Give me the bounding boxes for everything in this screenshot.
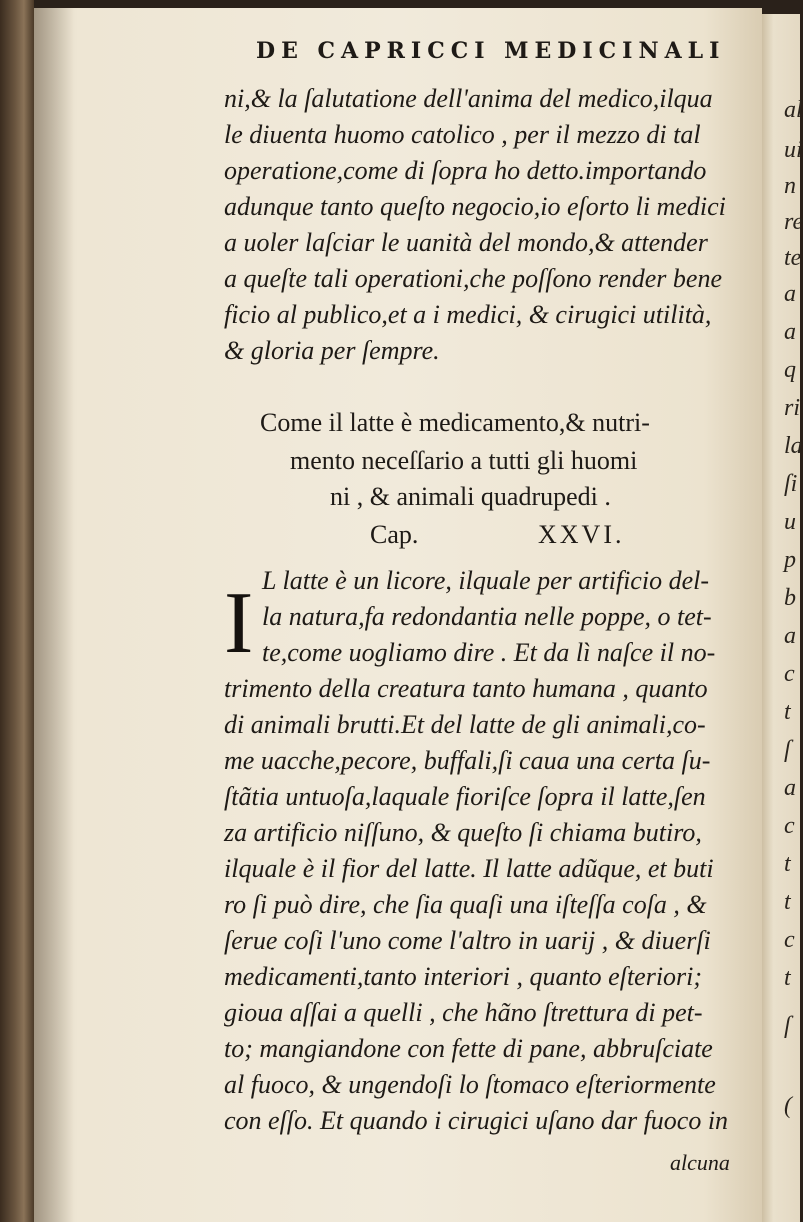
chapter-title-line: mento neceſſario a tutti gli huomi [290,446,638,475]
text-line: trimento della creatura tanto humana , quanto [224,674,708,703]
next-page-fragment: c [784,813,795,839]
text-line: L latte è un licore, ilquale per artificio del- [262,566,709,595]
next-page-fragment: t [784,851,791,877]
text-line: za artificio niſſuno, & queſto ſi chiama butiro, [224,818,702,847]
next-page-fragment: b [784,585,796,611]
next-page-fragment: re [784,209,803,235]
catchword: alcuna [670,1150,730,1175]
next-page-fragment: ſ [784,1013,791,1039]
text-line: al fuoco, & ungendoſi lo ſtomaco eſteriormente [224,1070,716,1099]
text-line: medicamenti,tanto interiori , quanto eſteriori; [224,962,703,991]
next-page-fragment: ( [784,1093,792,1119]
text-line: & gloria per ſempre. [224,336,440,365]
next-page-fragment: c [784,661,795,687]
next-page-fragment: p [784,547,796,573]
next-page-fragment: a [784,775,796,801]
next-page-fragment: ſ [784,737,791,763]
chapter-title-line: Come il latte è medicamento,& nutri- [260,408,650,437]
text-line: la natura,fa redondantia nelle poppe, o tet- [262,602,712,631]
text-line: to; mangiandone con fette di pane, abbruſciate [224,1034,713,1063]
text-line: ſtãtia untuoſa,laquale fioriſce ſopra il latte,ſen [224,782,706,811]
next-page-fragment: ſi [784,471,798,497]
text-line: di animali brutti.Et del latte de gli animali,co- [224,710,706,739]
next-page-fragment: a [784,623,796,649]
text-line: ilquale è il fior del latte. Il latte adũque, et buti [224,854,714,883]
next-page-fragment: te [784,245,802,271]
next-page-fragment: n [784,173,796,199]
text-line: ficio al publico,et a i medici, & cirugici utilità, [224,300,712,329]
book-binding [0,0,34,1222]
next-page-fragment: t [784,699,791,725]
chapter-number: XXVI. [538,520,625,549]
text-line: ni,& la ſalutatione dell'anima del medico,ilqua [224,84,713,113]
text-line: gioua aſſai a quelli , che hãno ſtrettura di pet- [224,998,703,1027]
text-line: ſerue coſi l'uno come l'altro in uarij , & diuerſi [224,926,711,955]
text-line: ro ſi può dire, che ſia quaſi una iſteſſa coſa , & [224,890,707,919]
text-line: le diuenta huomo catolico , per il mezzo di tal [224,120,701,149]
gutter-shadow [34,8,74,1222]
running-header: DE CAPRICCI MEDICINALI [256,38,726,64]
next-page-fragment: t [784,889,791,915]
chapter-title-line: ni , & animali quadrupedi . [330,482,611,511]
next-page-fragment: al [784,97,803,123]
next-page-fragment: q [784,357,796,383]
text-line: te,come uogliamo dire . Et da lì naſce il no- [262,638,716,667]
text-line: a uoler laſciar le uanità del mondo,& attender [224,228,708,257]
next-page-fragment: a [784,281,796,307]
chapter-cap-label: Cap. [370,520,419,549]
book-page [34,8,762,1222]
next-page-fragment: ui [784,137,803,163]
drop-cap: I [224,575,254,672]
text-line: adunque tanto queſto negocio,io eſorto li medici [224,192,726,221]
next-page-fragment: u [784,509,796,535]
next-page-fragment: la [784,433,803,459]
text-line: me uacche,pecore, buffali,ſi caua una certa ſu- [224,746,711,775]
next-page-edge [762,14,803,1222]
next-page-fragment: t [784,965,791,991]
next-page-fragment: ri [784,395,801,421]
text-line: con eſſo. Et quando i cirugici uſano dar fuoco in [224,1106,729,1135]
text-line: a queſte tali operationi,che poſſono render bene [224,264,722,293]
next-page-fragment: c [784,927,795,953]
text-line: operatione,come di ſopra ho detto.importando [224,156,707,185]
next-page-fragment: a [784,319,796,345]
